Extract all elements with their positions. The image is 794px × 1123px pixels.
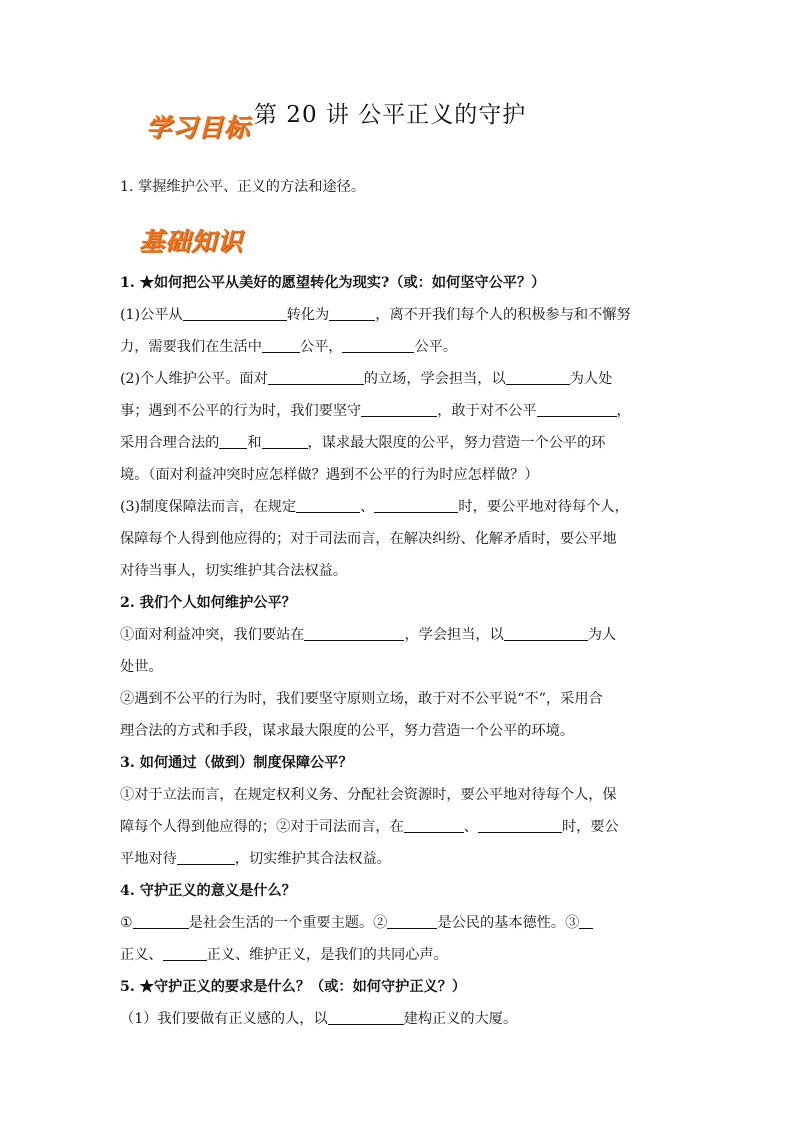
- text: 公平。: [414, 339, 458, 355]
- fill-blank[interactable]: [579, 914, 593, 929]
- q1-paragraph-line: [120, 433, 605, 453]
- q1-paragraph-line: [120, 337, 457, 357]
- fill-blank[interactable]: [506, 370, 570, 385]
- fill-blank[interactable]: [163, 946, 207, 961]
- q1-paragraph-line: [120, 401, 631, 421]
- fill-blank[interactable]: [219, 434, 247, 449]
- text: 的立场，学会担当，以: [363, 371, 506, 387]
- q5-line: [120, 1009, 517, 1029]
- fill-blank[interactable]: [183, 306, 287, 321]
- q1-paragraph-line: 保障每个人得到他应得的；对于司法而言，在解决纠纷、化解矛盾时，要公平地: [120, 531, 617, 547]
- text: ①: [120, 915, 133, 931]
- text: 、: [360, 499, 375, 515]
- text: 是社会生活的一个重要主题。②: [188, 915, 388, 931]
- q4-line: [120, 913, 593, 933]
- text: (3)制度保障法而言，在规定: [120, 499, 297, 515]
- text: 力，需要我们在生活中: [120, 339, 262, 355]
- text: 事；遇到不公平的行为时，我们要坚守: [120, 403, 362, 419]
- text: （1）我们要做有正义感的人，以: [120, 1011, 328, 1027]
- q4-line: [120, 945, 448, 965]
- fill-blank[interactable]: [478, 818, 562, 833]
- text: 、: [463, 819, 478, 835]
- goal-item: 1. 掌握维护公平、正义的方法和途径。: [120, 179, 366, 195]
- question-5-title: 5. ★守护正义的要求是什么？（或：如何守护正义？）: [120, 979, 467, 995]
- text: (1)公平从: [120, 307, 183, 323]
- fill-blank[interactable]: [268, 370, 364, 385]
- text: 和: [247, 435, 262, 451]
- section-heading-goals: 学习目标: [146, 113, 251, 142]
- text: ①面对利益冲突，我们要站在: [120, 627, 305, 643]
- fill-blank[interactable]: [404, 818, 464, 833]
- fill-blank[interactable]: [504, 626, 588, 641]
- text: 为人处: [569, 371, 613, 387]
- text: 障每个人得到他应得的；②对于司法而言，在: [120, 819, 404, 835]
- fill-blank[interactable]: [361, 402, 437, 417]
- text: 时，要公: [561, 819, 619, 835]
- text: 转化为: [286, 307, 330, 323]
- fill-blank[interactable]: [296, 498, 360, 513]
- q2-line: 处世。: [120, 659, 163, 675]
- text: ，切实维护其合法权益。: [234, 851, 391, 867]
- fill-blank[interactable]: [262, 338, 300, 353]
- fill-blank[interactable]: [537, 402, 617, 417]
- text: ，: [616, 403, 631, 419]
- text: 平地对待: [120, 851, 177, 867]
- q1-paragraph-line: [120, 369, 612, 389]
- text: 正义、: [120, 947, 163, 963]
- text: 建构正义的大厦。: [403, 1011, 518, 1027]
- text: ，学会担当，以: [404, 627, 504, 643]
- fill-blank[interactable]: [342, 338, 414, 353]
- q3-line: [120, 817, 619, 837]
- fill-blank[interactable]: [133, 914, 189, 929]
- fill-blank[interactable]: [387, 914, 437, 929]
- q2-line: 理合法的方式和手段，谋求最大限度的公平，努力营造一个公平的环境。: [120, 723, 575, 739]
- q1-paragraph-line: [120, 305, 631, 325]
- q1-paragraph-line: 境。（面对利益冲突时应怎样做？遇到不公平的行为时应怎样做？）: [120, 467, 539, 483]
- fill-blank[interactable]: [177, 850, 235, 865]
- q1-paragraph-line: 对待当事人，切实维护其合法权益。: [120, 563, 348, 579]
- q2-line: ②遇到不公平的行为时，我们要坚守原则立场，敢于对不公平说“不”，采用合: [120, 691, 603, 707]
- text: 公平，: [299, 339, 343, 355]
- question-3-title: 3. 如何通过（做到）制度保障公平？: [120, 755, 353, 771]
- fill-blank[interactable]: [304, 626, 404, 641]
- section-heading-basics: 基础知识: [139, 227, 244, 256]
- text: 时，要公平地对待每个人，: [458, 499, 629, 515]
- text: ，敢于对不公平: [437, 403, 537, 419]
- text: ，谋求最大限度的公平，努力营造一个公平的环: [307, 435, 606, 451]
- text: ，离不开我们每个人的积极参与和不懈努: [375, 307, 631, 323]
- q3-line: [120, 849, 391, 869]
- text: 是公民的基本德性。③: [437, 915, 580, 931]
- fill-blank[interactable]: [374, 498, 458, 513]
- text: 采用合理合法的: [120, 435, 220, 451]
- q3-line: ①对于立法而言，在规定权利义务、分配社会资源时，要公平地对待每个人，保: [120, 787, 617, 803]
- q1-paragraph-line: [120, 497, 629, 517]
- question-2-title: 2. 我们个人如何维护公平？: [120, 595, 296, 611]
- text: 为人: [587, 627, 617, 643]
- q2-line: [120, 625, 616, 645]
- fill-blank[interactable]: [328, 1010, 404, 1025]
- text: 正义、维护正义，是我们的共同心声。: [206, 947, 448, 963]
- fill-blank[interactable]: [262, 434, 308, 449]
- question-4-title: 4. 守护正义的意义是什么？: [120, 883, 296, 899]
- fill-blank[interactable]: [329, 306, 375, 321]
- text: (2)个人维护公平。面对: [120, 371, 268, 387]
- page-title: 第 20 讲 公平正义的守护: [254, 102, 527, 128]
- question-1-title: 1. ★如何把公平从美好的愿望转化为现实?（或：如何坚守公平？）: [120, 275, 546, 291]
